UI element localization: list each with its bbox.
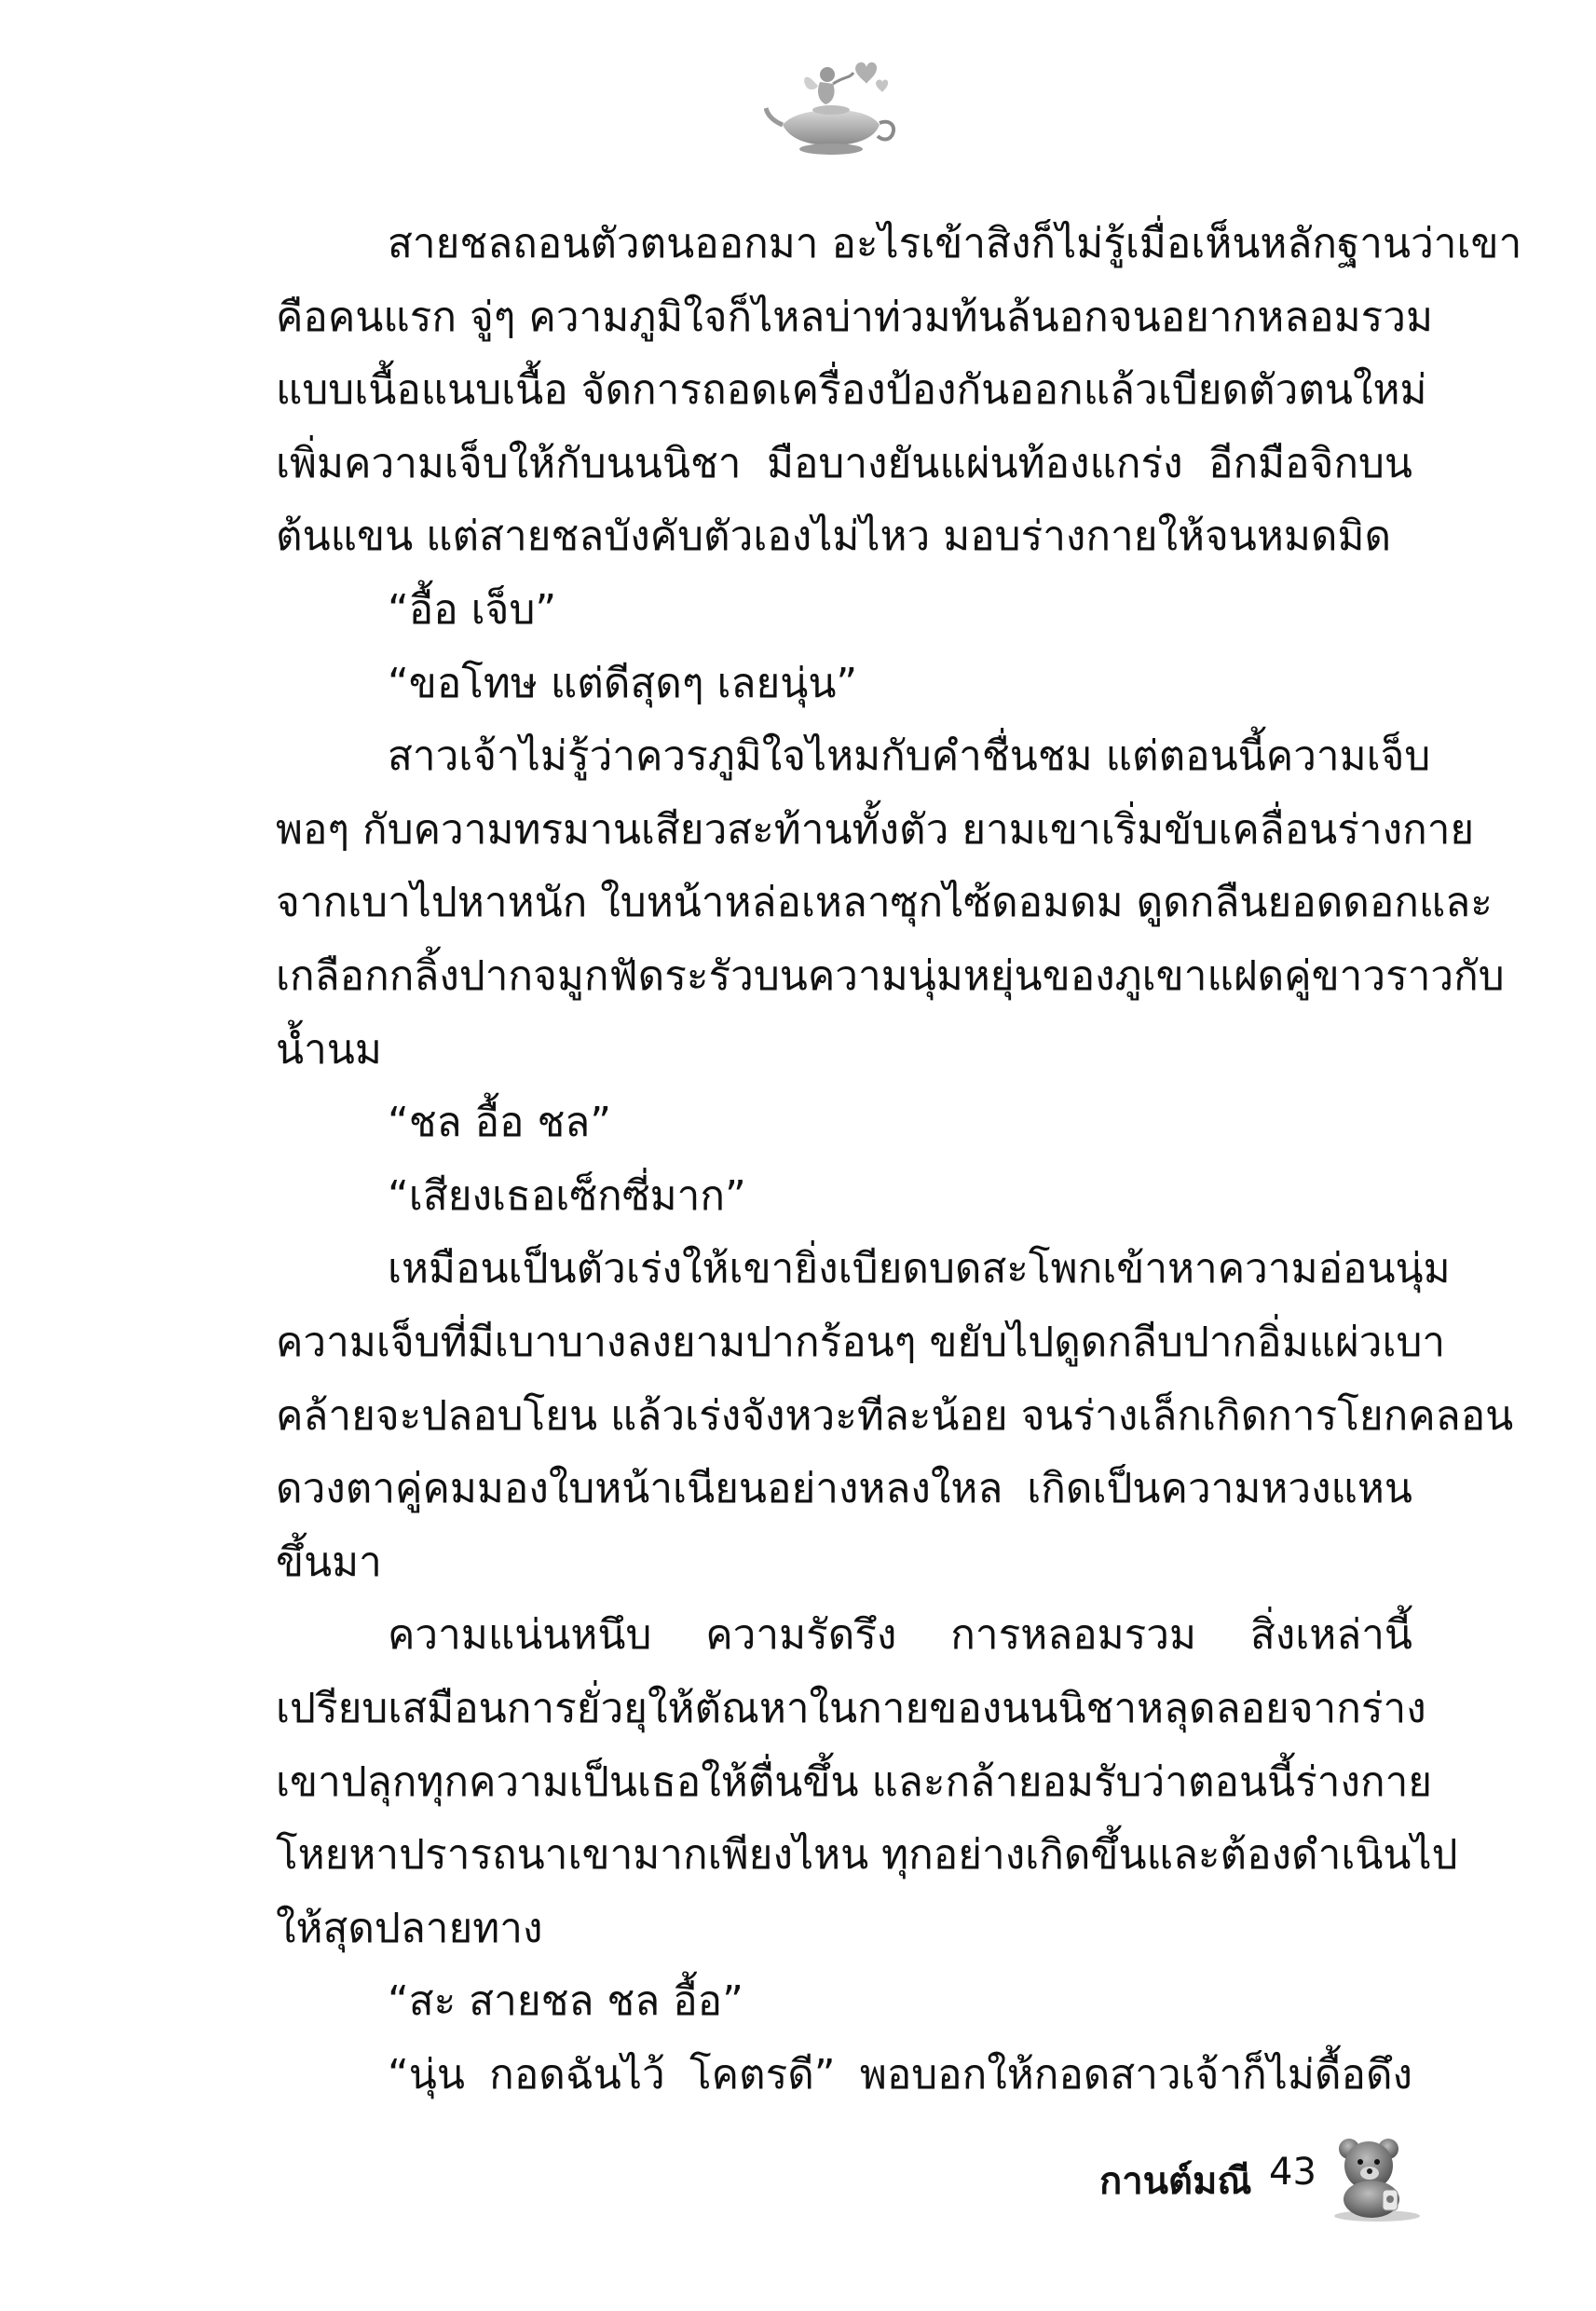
text-line: สาวเจ้าไม่รู้ว่าควรภูมิใจไหมกับคำชื่นชม แต่ตอนนี้ความเจ็บ	[388, 732, 1431, 781]
page-number: 43	[1269, 2151, 1316, 2194]
text-line: แบบเนื้อแนบเนื้อ จัดการถอดเครื่องป้องกันออกแล้วเบียดตัวตนใหม่	[276, 366, 1427, 415]
text-line: “สะ สายชล ชล อื้อ”	[388, 1977, 743, 2026]
text-line: เหมือนเป็นตัวเร่งให้เขายิ่งเบียดบดสะโพกเข้าหาความอ่อนนุ่ม	[388, 1245, 1451, 1293]
text-line: ต้นแขน แต่สายชลบังคับตัวเองไม่ไหว มอบร่างกายให้จนหมดมิด	[276, 513, 1392, 561]
text-line: เปรียบเสมือนการยั่วยุให้ตัณหาในกายของนนนิชาหลุดลอยจากร่าง	[276, 1685, 1426, 1732]
text-line: คือคนแรก จู่ๆ ความภูมิใจก็ไหลบ่าท่วมท้นล้นอกจนอยากหลอมรวม	[276, 293, 1433, 341]
text-line: “เสียงเธอเซ็กซี่มาก”	[388, 1171, 746, 1220]
page-footer	[1099, 2134, 1472, 2208]
teapot-cupid-ornament-icon	[764, 52, 904, 164]
text-line: ดวงตาคู่คมมองใบหน้าเนียนอย่างหลงใหล เกิดเป็นความหวงแหน	[276, 1465, 1412, 1513]
text-line: เพิ่มความเจ็บให้กับนนนิชา มือบางยันแผ่นท้องแกร่ง อีกมือจิกบน	[276, 439, 1412, 487]
text-line: ความแน่นหนึบ ความรัดรึง การหลอมรวม สิ่งเหล่านี้	[388, 1611, 1412, 1660]
footer-author: กานต์มณี	[1099, 2160, 1252, 2203]
text-line: ความเจ็บที่มีเบาบางลงยามปากร้อนๆ ขยับไปดูดกลีบปากอิ่มแผ่วเบา	[276, 1319, 1446, 1366]
text-line: “ขอโทษ แต่ดีสุดๆ เลยนุ่น”	[388, 659, 858, 707]
text-line: ขึ้นมา	[276, 1538, 382, 1586]
text-line: จากเบาไปหาหนัก ใบหน้าหล่อเหลาซุกไซ้ดอมดม ดูดกลืนยอดดอกและ	[276, 879, 1493, 927]
text-line: คล้ายจะปลอบโยน แล้วเร่งจังหวะทีละน้อย จนร่างเล็กเกิดการโยกคลอน	[276, 1391, 1514, 1440]
text-line: ให้สุดปลายทาง	[276, 1904, 543, 1952]
text-line: เกลือกกลิ้งปากจมูกฟัดระรัวบนความนุ่มหยุ่นของภูเขาแฝดคู่ขาวราวกับ	[276, 952, 1505, 1000]
text-line: น้ำนม	[276, 1025, 382, 1073]
text-line: “นุ่น กอดฉันไว้ โคตรดี” พอบอกให้กอดสาวเจ้าก็ไม่ดื้อดึง	[388, 2051, 1412, 2099]
text-line: พอๆ กับความทรมานเสียวสะท้านทั้งตัว ยามเขาเริ่มขับเคลื่อนร่างกาย	[276, 805, 1475, 854]
text-line: โหยหาปรารถนาเขามากเพียงไหน ทุกอย่างเกิดขึ้นและต้องดำเนินไป	[276, 1831, 1458, 1880]
teddy-bear-icon	[1323, 2134, 1425, 2222]
text-line: “ชล อื้อ ชล”	[388, 1099, 612, 1147]
text-line: “อื้อ เจ็บ”	[388, 586, 557, 634]
text-line: สายชลถอนตัวตนออกมา อะไรเข้าสิงก็ไม่รู้เมื่อเห็นหลักฐานว่าเขา	[388, 220, 1522, 267]
text-line: เขาปลุกทุกความเป็นเธอให้ตื่นขึ้น และกล้ายอมรับว่าตอนนี้ร่างกาย	[276, 1757, 1433, 1806]
